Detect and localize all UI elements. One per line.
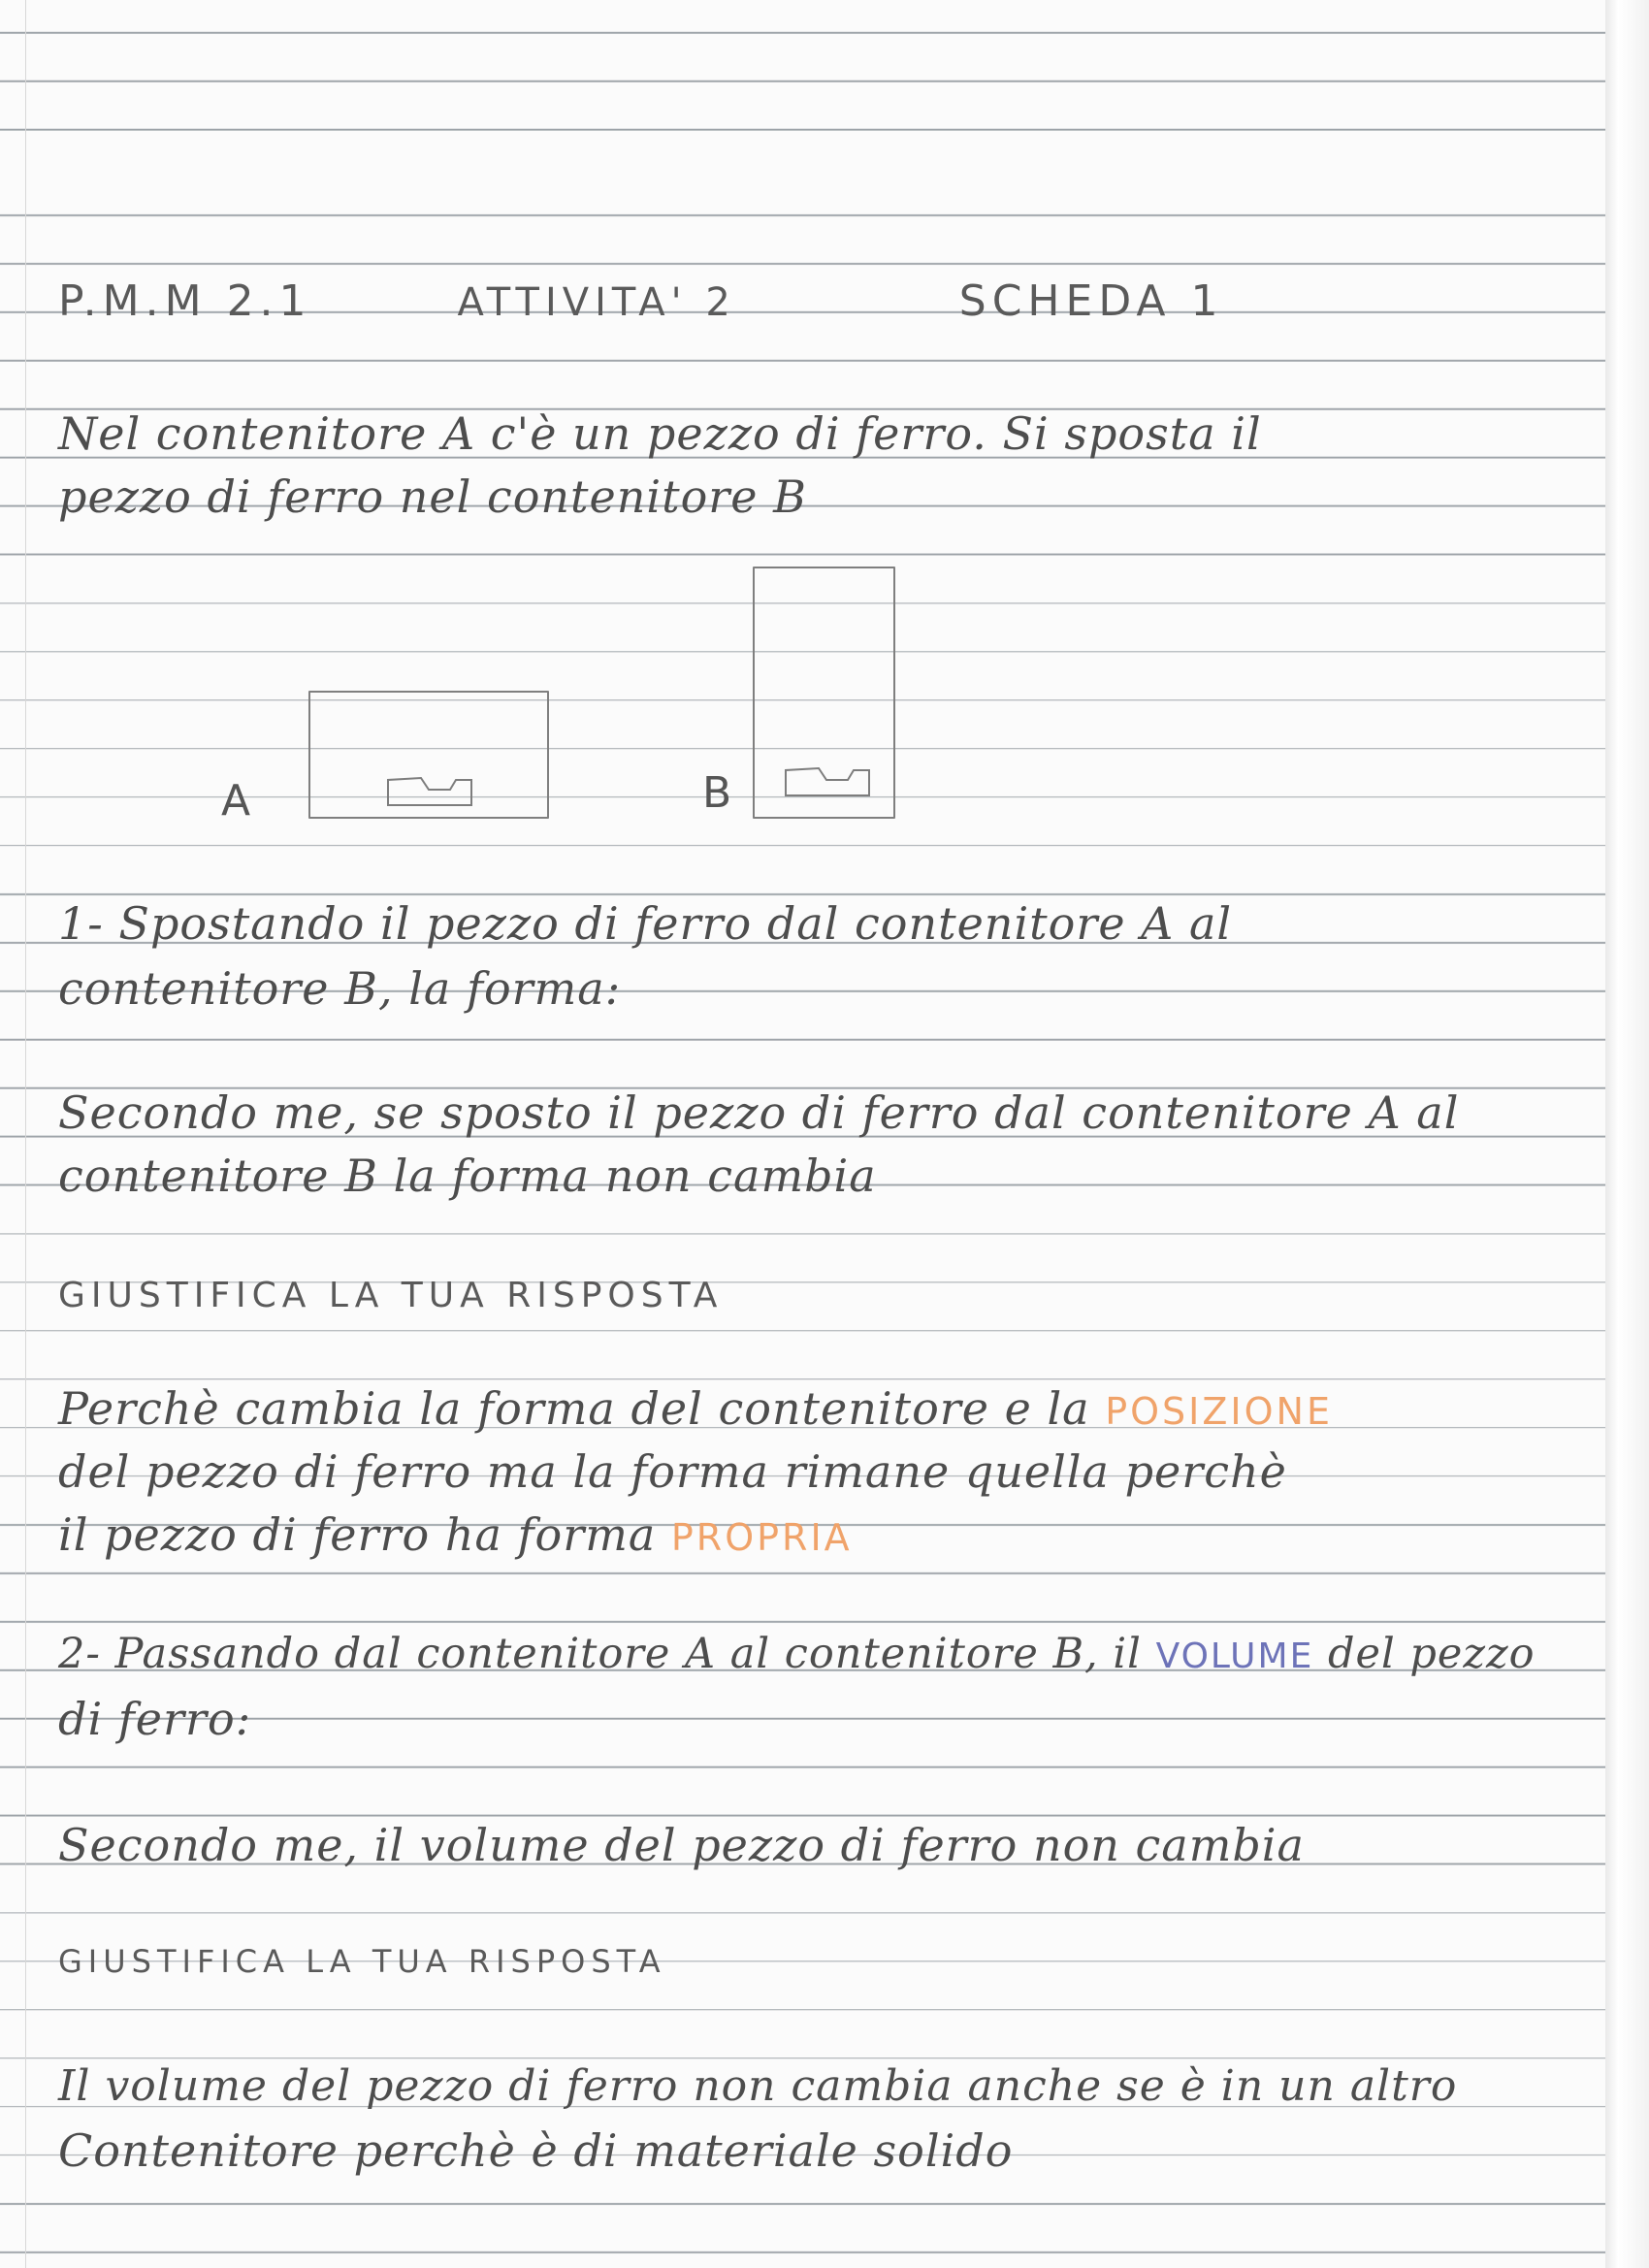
intro-line-2: pezzo di ferro nel contenitore B [58,470,807,523]
container-b-label: B [702,768,732,818]
question-2-line-1 [58,1630,1536,1678]
answer-2-line-1: Secondo me, il volume del pezzo di ferro non cambia [58,1819,1305,1871]
page-edge [1605,0,1649,2268]
answer-1-line-1: Secondo me, se sposto il pezzo di ferro dal contenitore A al [58,1086,1460,1139]
question-1-line-2: contenitore B, la forma: [58,962,622,1015]
justification-1-line-2: del pezzo di ferro ma la forma rimane quella perchè [58,1445,1287,1498]
question-2-line-2: di ferro: [58,1693,252,1745]
justification-1-text-3: il pezzo di ferro ha forma [58,1508,657,1561]
highlight-posizione: POSIZIONE [1105,1390,1333,1433]
intro-line-1: Nel contenitore A c'è un pezzo di ferro. Si sposta il [58,407,1262,460]
question-2-text-b: del pezzo [1328,1630,1536,1678]
answer-1-line-2: contenitore B la forma non cambia [58,1150,877,1202]
sheet-header [58,276,1224,326]
header-activity: ATTIVITA' 2 [457,280,736,325]
header-code: P.M.M 2.1 [58,276,312,326]
highlight-volume: VOLUME [1155,1636,1314,1676]
question-1-line-1: 1- Spostando il pezzo di ferro dal contenitore A al [58,897,1233,950]
justification-1-line-3 [58,1508,853,1561]
justify-label-1: GIUSTIFICA LA TUA RISPOSTA [58,1276,724,1315]
justify-label-2: GIUSTIFICA LA TUA RISPOSTA [58,1943,666,1980]
iron-piece-b [784,766,871,797]
page-margin-line [25,0,26,2268]
container-a-label: A [221,776,251,826]
question-2-text-a: 2- Passando dal contenitore A al contenitore B, il [58,1630,1142,1678]
iron-piece-a [386,776,473,807]
justification-1-text: Perchè cambia la forma del contenitore e la [58,1382,1090,1435]
header-sheet: SCHEDA 1 [958,276,1224,326]
highlight-propria: PROPRIA [670,1516,853,1559]
justification-2-line-1: Il volume del pezzo di ferro non cambia anche se è in un altro [58,2061,1458,2111]
justification-1-line-1 [58,1382,1333,1435]
justification-2-line-2: Contenitore perchè è di materiale solido [58,2124,1014,2177]
